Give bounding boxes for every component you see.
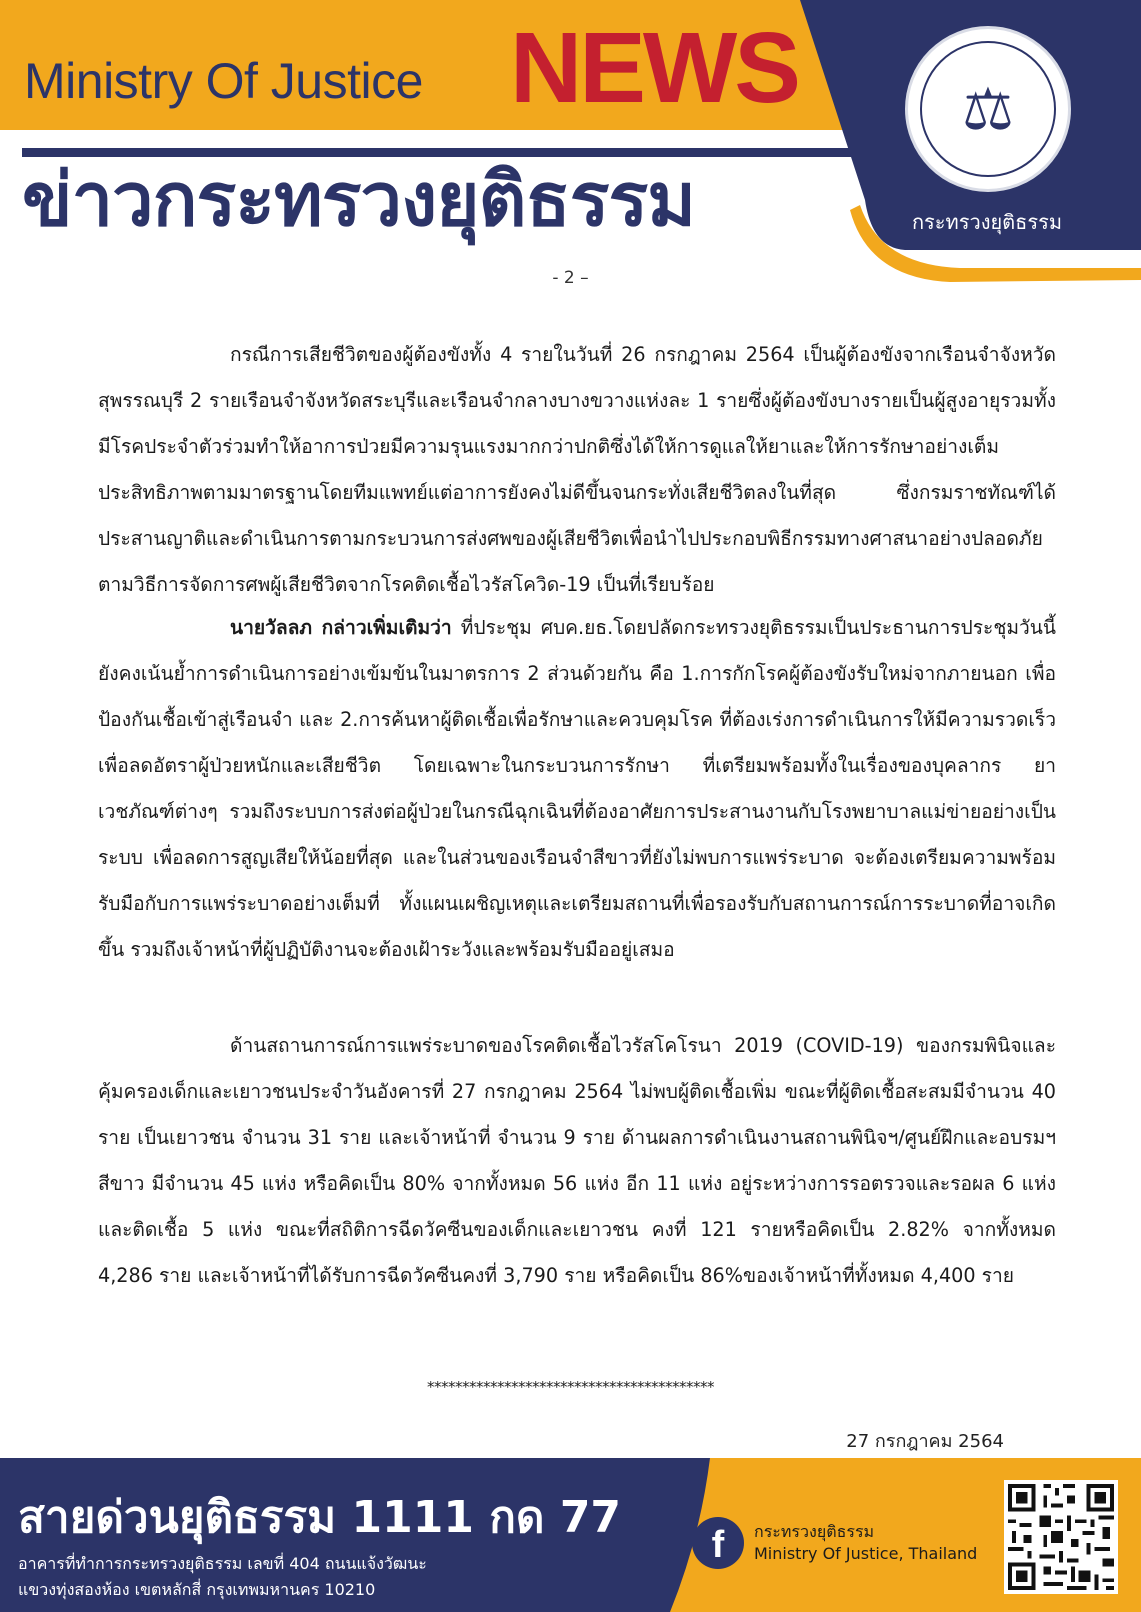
seal-label: กระทรวงยุติธรรม bbox=[911, 210, 1063, 234]
paragraph-3 bbox=[98, 1023, 1056, 1299]
facebook-page-name-english[interactable]: Ministry Of Justice, Thailand bbox=[754, 1544, 978, 1563]
paragraph-2-lead: นายวัลลภ กล่าวเพิ่มเติมว่า bbox=[230, 616, 452, 639]
separator-stars: ***************************************** bbox=[427, 1378, 714, 1396]
scales-of-justice-icon: ⚖ bbox=[962, 75, 1014, 143]
brand-news-title: NEWS bbox=[510, 12, 798, 124]
paragraph-1 bbox=[98, 332, 1056, 608]
brand-english-title: Ministry Of Justice bbox=[24, 53, 423, 109]
qr-code-graphic bbox=[1004, 1480, 1118, 1594]
seal-ring bbox=[920, 41, 1056, 177]
brand-thai-title: ข่าวกระทรวงยุติธรรม bbox=[22, 157, 696, 243]
news-footer bbox=[0, 1458, 1141, 1612]
paragraph-2 bbox=[98, 605, 1056, 973]
hotline-text: สายด่วนยุติธรรม 1111 กด 77 bbox=[18, 1492, 622, 1543]
release-date: 27 กรกฎาคม 2564 bbox=[846, 1431, 1004, 1452]
facebook-icon[interactable]: f bbox=[692, 1517, 744, 1569]
qr-code-icon[interactable] bbox=[1004, 1480, 1118, 1594]
page-number: - 2 – bbox=[552, 268, 589, 288]
paragraph-3-text: ด้านสถานการณ์การแพร่ระบาดของโรคติดเชื้อไวรัสโคโรนา 2019 (COVID-19) ของกรมพินิจและคุ้มครองเด็กและเยาวชนประจำวันอังคารที่ 27 กรกฎาคม 2564 ไม่พบผู้ติดเชื้อเพิ่ม ขณะที่ผู้ติดเชื้อสะสมมีจำนวน 40 ราย เป็นเยาวชน จำนวน 31 ราย และเจ้าหน้าที่ จำนวน 9 ราย ด้านผลการดำเนินงานสถานพินิจฯ/ศูนย์ฝึกและอบรมฯ สีขาว มีจำนวน 45 แห่ง หรือคิดเป็น 80% จากทั้งหมด 56 แห่ง อีก 11 แห่ง อยู่ระหว่างการรอตรวจและรอผล 6 แห่ง และติดเชื้อ 5 แห่ง ขณะที่สถิติการฉีดวัคซีนของเด็กและเยาวชน คงที่ 121 รายหรือคิดเป็น 2.82% จากทั้งหมด 4,286 ราย และเจ้าหน้าที่ได้รับการฉีดวัคซีนคงที่ 3,790 ราย หรือคิดเป็น 86%ของเจ้าหน้าที่ทั้งหมด 4,400 ราย bbox=[98, 1034, 1056, 1287]
news-header bbox=[0, 0, 1141, 285]
ministry-seal-logo bbox=[905, 26, 1071, 192]
paragraph-1-text: กรณีการเสียชีวิตของผู้ต้องขังทั้ง 4 รายในวันที่ 26 กรกฎาคม 2564 เป็นผู้ต้องขังจากเรือนจำจังหวัดสุพรรณบุรี 2 รายเรือนจำจังหวัดสระบุรีและเรือนจำกลางบางขวางแห่งละ 1 รายซึ่งผู้ต้องขังบางรายเป็นผู้สูงอายุรวมทั้งมีโรคประจำตัวร่วมทำให้อาการป่วยมีความรุนแรงมากกว่าปกติซึ่งได้ให้การดูแลให้ยาและให้การรักษาอย่างเต็มประสิทธิภาพตามมาตรฐานโดยทีมแพทย์แต่อาการยังคงไม่ดีขึ้นจนกระทั่งเสียชีวิตลงในที่สุด ซึ่งกรมราชทัณฑ์ได้ประสานญาติและดำเนินการตามกระบวนการส่งศพของผู้เสียชีวิตเพื่อนำไปประกอบพิธีกรรมทางศาสนาอย่างปลอดภัยตามวิธีการจัดการศพผู้เสียชีวิตจากโรคติดเชื้อไวรัสโควิด-19 เป็นที่เรียบร้อย bbox=[98, 343, 1056, 596]
address-line-2: แขวงทุ่งสองห้อง เขตหลักสี่ กรุงเทพมหานคร 10210 bbox=[18, 1580, 376, 1599]
facebook-page-name-thai[interactable]: กระทรวงยุติธรรม bbox=[754, 1522, 875, 1541]
address-line-1: อาคารที่ทำการกระทรวงยุติธรรม เลขที่ 404 ถนนแจ้งวัฒนะ bbox=[18, 1554, 427, 1573]
paragraph-2-text: ที่ประชุม ศบค.ยธ.โดยปลัดกระทรวงยุติธรรมเป็นประธานการประชุมวันนี้ ยังคงเน้นย้ำการดำเนินการอย่างเข้มข้นในมาตรการ 2 ส่วนด้วยกัน คือ 1.การกักโรคผู้ต้องขังรับใหม่จากภายนอก เพื่อป้องกันเชื้อเข้าสู่เรือนจำ และ 2.การค้นหาผู้ติดเชื้อเพื่อรักษาและควบคุมโรค ที่ต้องเร่งการดำเนินการให้มีความรวดเร็ว เพื่อลดอัตราผู้ป่วยหนักและเสียชีวิต โดยเฉพาะในกระบวนการรักษา ที่เตรียมพร้อมทั้งในเรื่องของบุคลากร ยา เวชภัณฑ์ต่างๆ รวมถึงระบบการส่งต่อผู้ป่วยในกรณีฉุกเฉินที่ต้องอาศัยการประสานงานกับโรงพยาบาลแม่ข่ายอย่างเป็นระบบ เพื่อลดการสูญเสียให้น้อยที่สุด และในส่วนของเรือนจำสีขาวที่ยังไม่พบการแพร่ระบาด จะต้องเตรียมความพร้อมรับมือกับการแพร่ระบาดอย่างเต็มที่ ทั้งแผนเผชิญเหตุและเตรียมสถานที่เพื่อรองรับกับสถานการณ์การระบาดที่อาจเกิดขึ้น รวมถึงเจ้าหน้าที่ผู้ปฏิบัติงานจะต้องเฝ้าระวังและพร้อมรับมืออยู่เสมอ bbox=[98, 616, 1056, 961]
